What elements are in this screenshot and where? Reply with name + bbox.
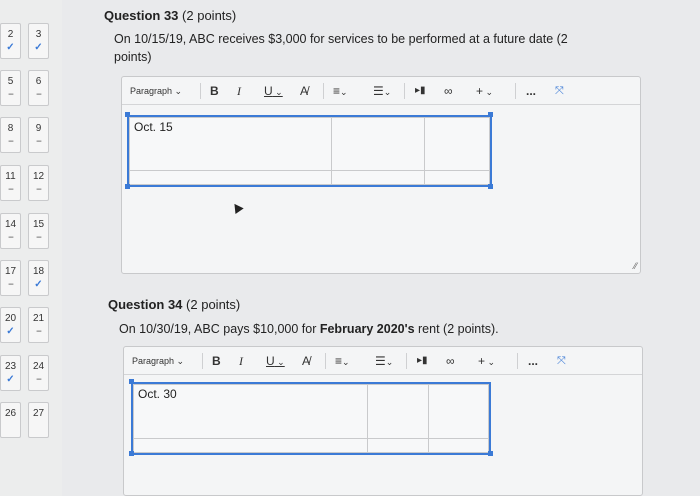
more-options-button[interactable]: ... (526, 84, 537, 98)
toolbar-divider (323, 83, 324, 99)
nav-status: -- (8, 136, 13, 147)
nav-num: 23 (4, 361, 17, 372)
nav-num: 3 (35, 29, 42, 40)
toolbar-divider (517, 353, 518, 369)
table-cell[interactable] (425, 171, 490, 185)
toolbar-divider (200, 83, 201, 99)
fullscreen-icon[interactable]: ⤧ (555, 85, 564, 97)
nav-question-5[interactable] (0, 70, 21, 106)
question-text-line: On 10/15/19, ABC receives $3,000 for services to be performed at a future date (2 (114, 32, 568, 46)
table-resize-handle[interactable] (488, 451, 493, 456)
nav-question-23[interactable] (0, 355, 21, 391)
toolbar-divider (515, 83, 516, 99)
answered-check-icon: ✓ (34, 279, 43, 290)
nav-question-15[interactable] (28, 213, 49, 249)
question-navigator (0, 0, 62, 496)
table-cell[interactable] (331, 171, 425, 185)
align-icon[interactable]: ≡⌄ (335, 354, 350, 368)
paragraph-format-dropdown[interactable] (132, 352, 184, 370)
nav-num: 11 (5, 171, 16, 182)
nav-num: 9 (35, 123, 42, 134)
nav-question-3[interactable] (28, 23, 49, 59)
chevron-down-icon: ⌄ (274, 357, 285, 367)
chevron-down-icon: ⌄ (272, 87, 283, 97)
fullscreen-icon[interactable]: ⤧ (557, 355, 566, 367)
nav-num: 12 (32, 171, 45, 182)
question-33-title (104, 8, 236, 23)
table-resize-handle[interactable] (488, 184, 493, 189)
nav-status: -- (36, 374, 41, 385)
paragraph-label: Paragraph (130, 86, 173, 96)
italic-button[interactable]: I (237, 84, 241, 98)
table-cell[interactable]: Oct. 30 (134, 385, 368, 439)
nav-num: 6 (35, 76, 42, 87)
chevron-down-icon: ⌄ (176, 356, 185, 366)
nav-status: -- (36, 89, 41, 100)
nav-question-8[interactable] (0, 117, 21, 153)
table-cell[interactable] (428, 385, 488, 439)
nav-status: -- (8, 232, 13, 243)
table-cell[interactable]: Oct. 15 (130, 118, 332, 171)
nav-status: -- (36, 232, 41, 243)
table-cell[interactable] (134, 438, 368, 452)
table-resize-handle[interactable] (129, 451, 134, 456)
editor-toolbar (124, 347, 642, 375)
list-icon[interactable]: ☰⌄ (373, 84, 392, 98)
answer-table[interactable] (131, 382, 491, 455)
nav-question-24[interactable] (28, 355, 49, 391)
italic-button[interactable]: I (239, 354, 243, 368)
nav-status: -- (36, 184, 41, 195)
question-number: Question 33 (104, 8, 179, 23)
nav-num: 5 (7, 76, 14, 87)
nav-num: 20 (4, 313, 17, 324)
nav-question-26[interactable] (0, 402, 21, 438)
nav-num: 15 (32, 219, 45, 230)
table-cell[interactable] (428, 438, 488, 452)
table-resize-handle[interactable] (129, 379, 134, 384)
table-resize-handle[interactable] (488, 112, 493, 117)
insert-plus-icon[interactable]: + ⌄ (476, 84, 494, 98)
more-options-button[interactable]: ... (528, 354, 539, 368)
table-cell[interactable] (130, 171, 332, 185)
nav-num: 24 (32, 361, 45, 372)
list-icon[interactable]: ☰⌄ (375, 354, 394, 368)
paragraph-format-dropdown[interactable] (130, 82, 182, 100)
nav-question-14[interactable] (0, 213, 21, 249)
question-34-editor[interactable] (123, 346, 643, 496)
nav-status: -- (8, 89, 13, 100)
align-icon[interactable]: ≡⌄ (333, 84, 348, 98)
question-text-emphasis: February 2020's (319, 322, 415, 336)
nav-question-17[interactable] (0, 260, 21, 296)
toolbar-divider (404, 83, 405, 99)
media-icon[interactable]: ▸▮ (417, 355, 428, 366)
editor-toolbar (122, 77, 640, 105)
nav-num: 14 (4, 219, 17, 230)
bold-button[interactable]: B (212, 354, 221, 368)
underline-label: U (266, 354, 275, 368)
nav-num: 8 (7, 123, 14, 134)
nav-status: -- (36, 326, 41, 337)
underline-button[interactable] (266, 352, 285, 370)
nav-num: 26 (4, 408, 17, 419)
nav-question-12[interactable] (28, 165, 49, 201)
nav-num: 27 (32, 408, 45, 419)
question-text-part: On 10/30/19, ABC pays $10,000 for (119, 322, 320, 336)
nav-question-2[interactable] (0, 23, 21, 59)
nav-num: 21 (32, 313, 45, 324)
text-color-icon[interactable]: A̸ (302, 354, 311, 368)
question-number: Question 34 (108, 297, 183, 312)
nav-status: -- (8, 279, 13, 290)
link-icon[interactable]: ∞ (446, 354, 455, 368)
nav-num: 17 (4, 266, 17, 277)
question-points: (2 points) (182, 8, 237, 23)
answered-check-icon: ✓ (6, 374, 15, 385)
question-text-line: points) (114, 50, 152, 64)
media-icon[interactable]: ▸▮ (415, 85, 426, 96)
underline-label: U (264, 84, 273, 98)
nav-question-20[interactable] (0, 307, 21, 343)
question-points: (2 points) (186, 297, 241, 312)
nav-question-9[interactable] (28, 117, 49, 153)
question-33-text (114, 30, 568, 66)
toolbar-divider (406, 353, 407, 369)
text-color-icon[interactable]: A̸ (300, 84, 309, 98)
nav-question-11[interactable] (0, 165, 21, 201)
paragraph-label: Paragraph (132, 356, 175, 366)
toolbar-divider (202, 353, 203, 369)
main-content (62, 0, 700, 496)
nav-question-6[interactable] (28, 70, 49, 106)
toolbar-divider (325, 353, 326, 369)
answered-check-icon: ✓ (34, 42, 43, 53)
table-cell[interactable] (425, 118, 490, 171)
table-resize-handle[interactable] (125, 112, 130, 117)
question-text-part: rent (2 points). (414, 322, 499, 336)
nav-num: 18 (32, 266, 45, 277)
chevron-down-icon: ⌄ (174, 86, 183, 96)
nav-question-21[interactable] (28, 307, 49, 343)
bold-button[interactable]: B (210, 84, 219, 98)
answer-table[interactable] (127, 115, 492, 187)
answered-check-icon: ✓ (6, 326, 15, 337)
table-cell[interactable] (331, 118, 425, 171)
answered-check-icon: ✓ (6, 42, 15, 53)
table-cell[interactable] (368, 385, 428, 439)
question-33-editor[interactable] (121, 76, 641, 274)
nav-question-27[interactable] (28, 402, 49, 438)
insert-plus-icon[interactable]: + ⌄ (478, 354, 496, 368)
nav-status: -- (8, 184, 13, 195)
resize-grip-icon[interactable]: ⁄⁄ (633, 261, 637, 271)
question-34-text (119, 320, 499, 338)
nav-question-18[interactable] (28, 260, 49, 296)
nav-status: -- (36, 136, 41, 147)
link-icon[interactable]: ∞ (444, 84, 453, 98)
nav-num: 2 (7, 29, 14, 40)
table-cell[interactable] (368, 438, 428, 452)
table-resize-handle[interactable] (125, 184, 130, 189)
underline-button[interactable] (264, 82, 283, 100)
question-34-title (108, 297, 240, 312)
